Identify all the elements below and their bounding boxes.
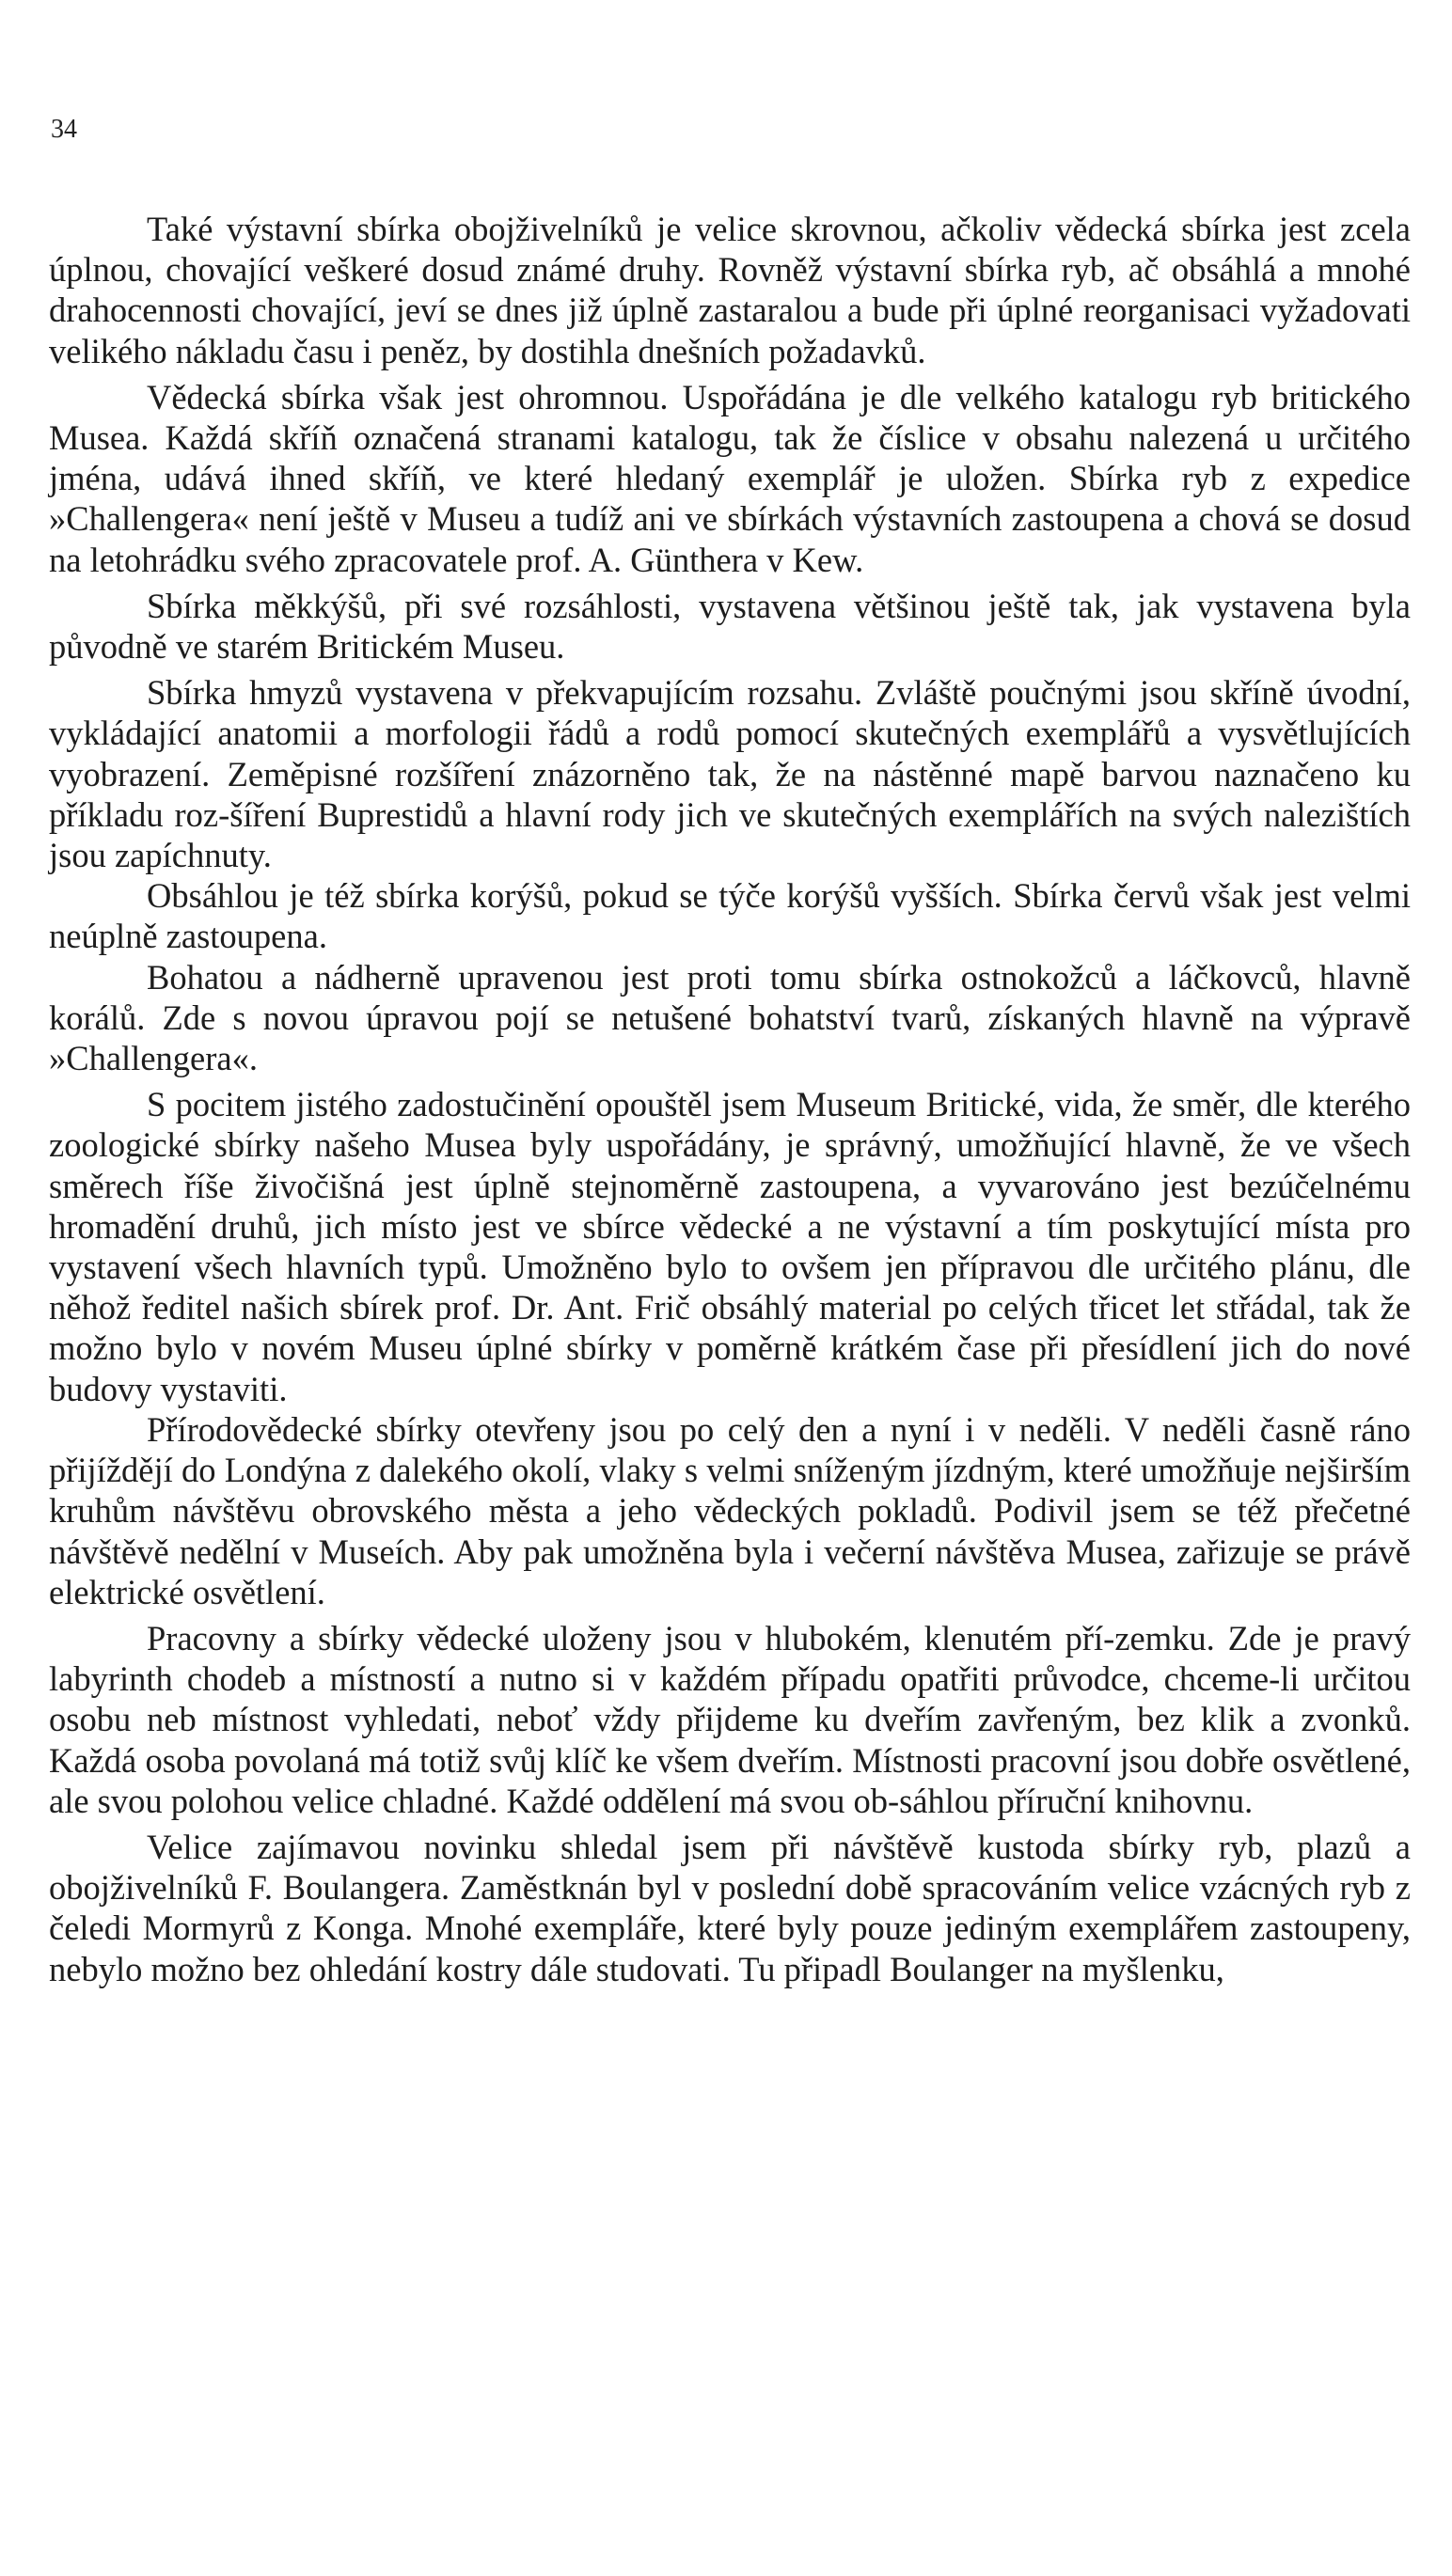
paragraph-boulanger: Velice zajímavou novinku shledal jsem při návštěvě kustoda sbírky ryb, plazů a obojživelníků F. Boulangera. Zaměstknán byl v poslední době spracováním velice vzácných ryb z čeledi Mormyrů z Konga. Mnohé exempláře, které byly pouze jediným exemplářem zastoupeny, nebylo možno bez ohledání kostry dále studovati. Tu připadl Boulanger na myšlenku, (49, 1827, 1411, 1988)
paragraph-molluscs: Sbírka měkkýšů, při své rozsáhlosti, vystavena většinou ještě tak, jak vystavena byla původně ve starém Britickém Museu. (49, 586, 1411, 667)
paragraph-british-museum: S pocitem jistého zadostučinění opouštěl jsem Museum Britické, vida, že směr, dle kterého zoologické sbírky našeho Musea byly uspořádány, je správný, umožňující hlavně, že ve všech směrech říše živočišná jest úplně stejnoměrně zastoupena, a vyvarováno jest bezúčelnému hromadění druhů, jich místo jest ve sbírce vědecké a ne výstavní a tím poskytující místa pro vystavení všech hlavních typů. Umožněno bylo to ovšem jen přípravou dle určitého plánu, dle něhož ředitel našich sbírek prof. Dr. Ant. Frič obsáhlý material po celých třicet let střádal, tak že možno bylo v novém Museu úplné sbírky v poměrně krátkém čase při přesídlení jich do nové budovy vystaviti. (49, 1085, 1411, 1408)
body-text (49, 209, 1411, 1989)
paragraph-amphibians-fish: Také výstavní sbírka obojživelníků je velice skrovnou, ačkoliv vědecká sbírka jest zcela úplnou, chovající veškeré dosud známé druhy. Rovněž výstavní sbírka ryb, ač obsáhlá a mnohé drahocennosti chovající, jeví se dnes již úplně zastaralou a bude při úplné reorganisaci vyžadovati velikého nákladu času i peněz, by dostihla dnešních požadavků. (49, 210, 1411, 370)
paragraph-echinoderms-corals: Bohatou a nádherně upravenou jest proti tomu sbírka ostnokožců a láčkovců, hlavně korálů. Zde s novou úpravou pojí se netušené bohatství tvarů, získaných hlavně na výpravě »Challengera«. (49, 957, 1411, 1078)
paragraph-scientific-fish-collection: Vědecká sbírka však jest ohromnou. Uspořádána je dle velkého katalogu ryb britického Musea. Každá skříň označená stranami katalogu, tak že číslice v obsahu nalezená u určitého jména, udává ihned skříň, ve které hledaný exemplář je uložen. Sbírka ryb z expedice »Challengera« není ještě v Museu a tudíž ani ve sbírkách výstavních zastoupena a chová se dosud na letohrádku svého zpracovatele prof. A. Günthera v Kew. (49, 377, 1411, 579)
paragraph-crustaceans: Obsáhlou je též sbírka korýšů, pokud se týče korýšů vyšších. Sbírka červů však jest velmi neúplně zastoupena. (49, 876, 1411, 956)
paragraph-workrooms: Pracovny a sbírky vědecké uloženy jsou v hlubokém, klenutém pří-zemku. Zde je pravý labyrinth chodeb a místností a nutno si v každém případu opatřiti průvodce, chceme-li určitou osobu neb místnost vyhledati, neboť vždy přijdeme ku dveřím zavřeným, bez klik a zvonků. Každá osoba povolaná má totiž svůj klíč ke všem dveřím. Místnosti pracovní jsou dobře osvětlené, ale svou polohou velice chladné. Každé oddělení má svou ob-sáhlou příruční knihovnu. (49, 1618, 1411, 1820)
page-number: 34 (51, 115, 77, 144)
paragraph-opening-hours: Přírodovědecké sbírky otevřeny jsou po celý den a nyní i v neděli. V neděli časně ráno přijíždějí do Londýna z dalekého okolí, vlaky s velmi sníženým jízdným, které umožňuje nejširším kruhům návštěvu obrovského města a jeho vědeckých pokladů. Podivil jsem se též přečetné návštěvě nedělní v Museích. Aby pak umožněna byla i večerní návštěva Musea, zařizuje se právě elektrické osvětlení. (49, 1409, 1411, 1611)
paragraph-insects: Sbírka hmyzů vystavena v překvapujícím rozsahu. Zvláště poučnými jsou skříně úvodní, vykládající anatomii a morfologii řádů a rodů pomocí skutečných exemplářů a vysvětlujících vyobrazení. Zeměpisné rozšíření znázorněno tak, že na nástěnné mapě barvou naznačeno ku příkladu roz-šíření Buprestidů a hlavní rody jich ve skutečných exemplářích na svých nalezištích jsou zapíchnuty. (49, 673, 1411, 875)
